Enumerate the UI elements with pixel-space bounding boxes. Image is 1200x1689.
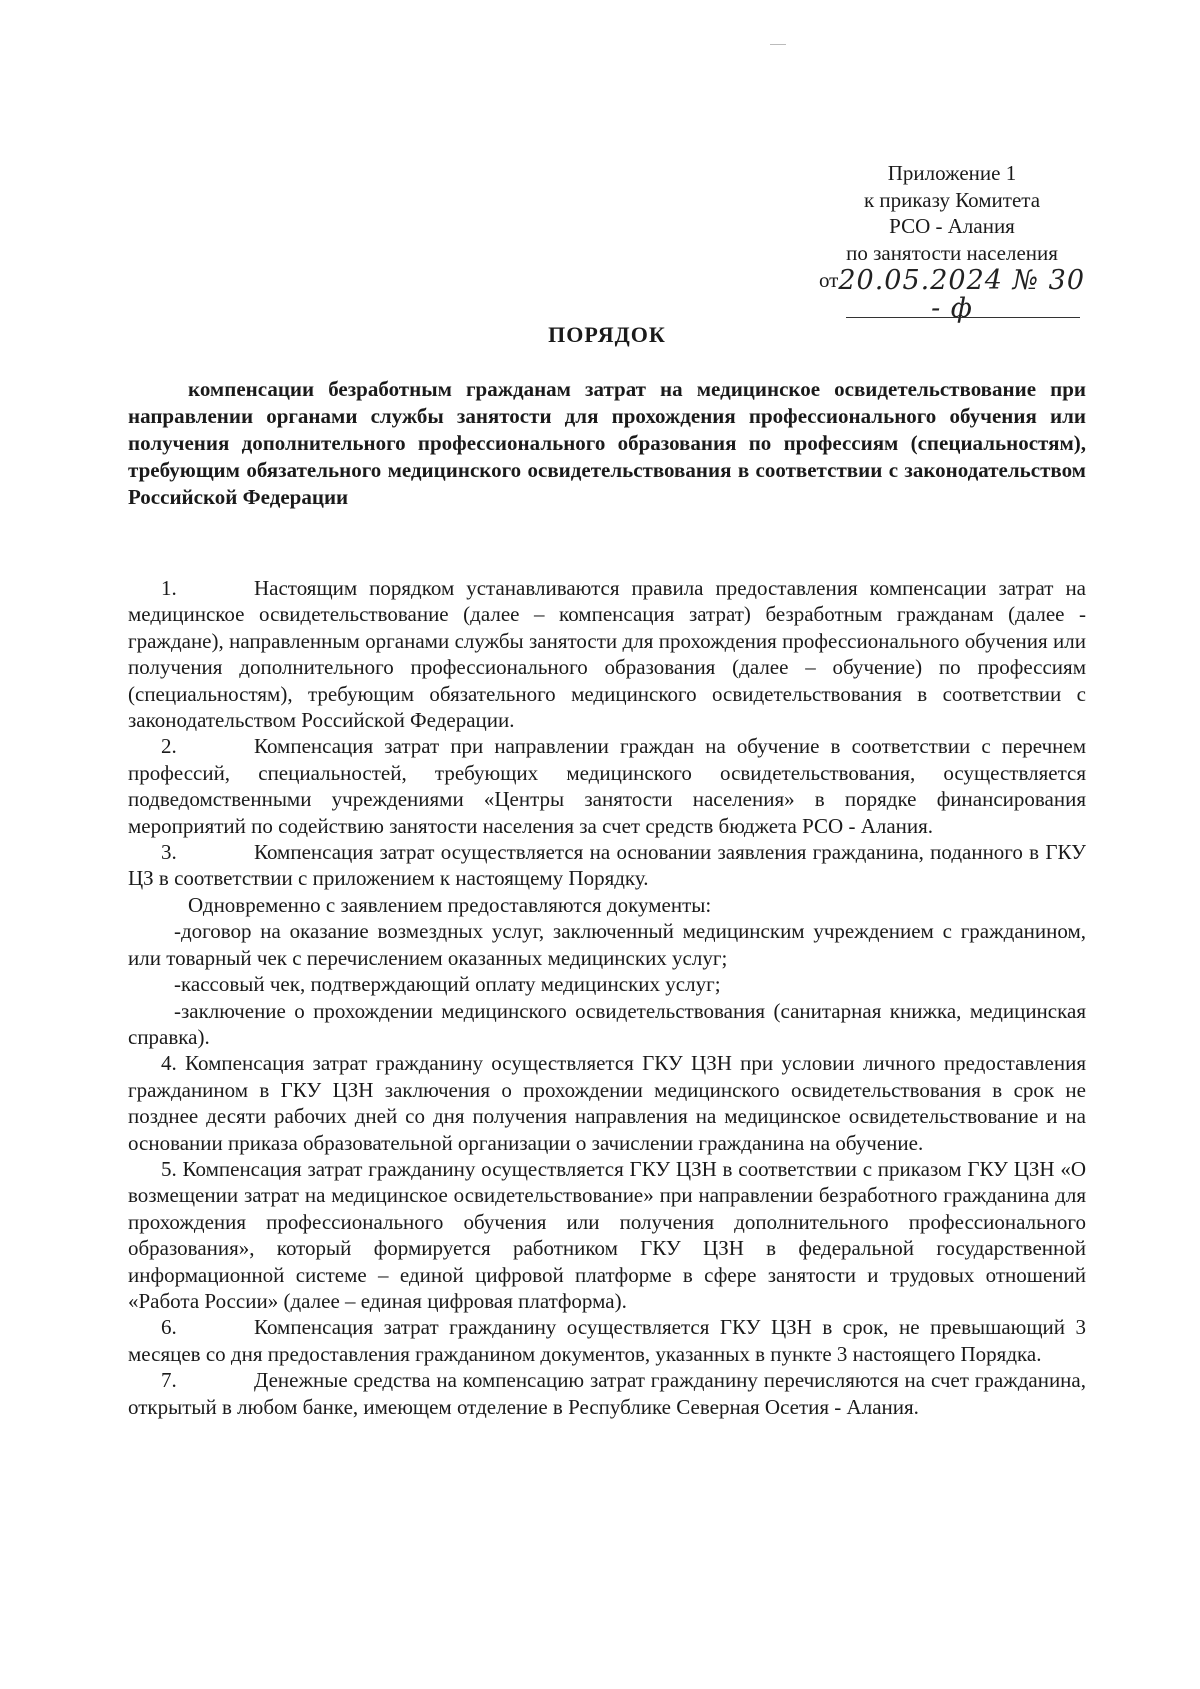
paragraph-1-number: 1. <box>161 576 177 600</box>
appendix-date-row <box>818 265 1086 324</box>
date-underline <box>846 317 1080 318</box>
paragraph-5: 5. Компенсация затрат гражданину осуществляется ГКУ ЦЗН в соответствии с приказом ГКУ ЦЗН «О возмещении затрат на медицинское освидетельствование» при направлении безработного гражданина для прохождения профессионального обучения или получения дополнительного профессионального образования», который формируется работником ГКУ ЦЗН в федеральной государственной информационной системе – единой цифровой платформе в сфере занятости и трудовых отношений «Работа России» (далее – единая цифровая платформа). <box>128 1156 1086 1313</box>
paragraph-2 <box>128 733 1086 839</box>
handwritten-date-number: 20.05.2024 № 30 - ф <box>838 265 1086 324</box>
order-date <box>818 265 1086 324</box>
paragraph-7-text: Денежные средства на компенсацию затрат гражданину перечисляются на счет гражданина, открытый в любом банке, имеющем отделение в Республике Северная Осетия - Алания. <box>128 1368 1086 1419</box>
paragraph-1 <box>128 575 1086 733</box>
appendix-line-3: РСО - Алания <box>889 214 1015 238</box>
paragraph-3-number: 3. <box>161 840 177 865</box>
paragraph-4: 4. Компенсация затрат гражданину осуществляется ГКУ ЦЗН при условии личного предоставления гражданином в ГКУ ЦЗН заключения о прохождении медицинского освидетельствования в срок не позднее десяти рабочих дней со дня получения направления на медицинское освидетельствование и на основании приказа образовательной организации о зачислении гражданина на обучение. <box>128 1051 1086 1155</box>
appendix-line-1: Приложение 1 <box>887 161 1017 185</box>
paragraph-7-number: 7. <box>161 1368 177 1393</box>
paragraph-3 <box>128 839 1086 892</box>
paragraph-3-docs: Одновременно с заявлением предоставляются документы: <box>188 892 712 917</box>
paragraph-6-text: Компенсация затрат гражданину осуществляется ГКУ ЦЗН в срок, не превышающий 3 месяцев со дня предоставления гражданином документов, указанных в пункте 3 настоящего Порядка. <box>128 1315 1086 1366</box>
appendix-line-4: по занятости населения <box>846 240 1058 265</box>
paragraph-2-text: Компенсация затрат при направлении граждан на обучение в соответствии с перечнем профессий, специальностей, требующих медицинского освидетельствования, осуществляется подведомственными учреждениями «Центры занятости населения» в порядке финансирования мероприятий по содействию занятости населения за счет средств бюджета РСО - Алания. <box>128 734 1086 838</box>
paragraph-3-item-1: -договор на оказание возмездных услуг, заключенный медицинским учреждением с гражданином, или товарный чек с перечислением оказанных медицинских услуг; <box>128 919 1086 970</box>
document-page <box>128 0 1086 1689</box>
paragraph-3-item-3: -заключение о прохождении медицинского освидетельствования (санитарная книжка, медицинская справка). <box>128 998 1086 1049</box>
document-title: ПОРЯДОК <box>548 322 666 347</box>
document-body <box>128 575 1086 1420</box>
appendix-block <box>818 160 1086 324</box>
paragraph-7 <box>128 1367 1086 1420</box>
paragraph-3-text: Компенсация затрат осуществляется на основании заявления гражданина, поданного в ГКУ ЦЗ в соответствии с приложением к настоящему Порядку. <box>128 840 1086 891</box>
document-subtitle: компенсации безработным гражданам затрат на медицинское освидетельствование при направлении органами службы занятости для прохождения профессионального обучения или получения дополнительного профессионального образования по профессиям (специальностям), требующим обязательного медицинского освидетельствования в соответствии с законодательством Российской Федерации <box>128 377 1086 509</box>
paragraph-2-number: 2. <box>161 734 177 759</box>
paragraph-1-text: Настоящим порядком устанавливаются правила предоставления компенсации затрат на медицинское освидетельствование (далее – компенсация затрат) безработным гражданам (далее - граждане), направленным органами службы занятости для прохождения профессионального обучения или получения дополнительного профессионального образования (далее – обучение) по профессиям (специальностям), требующим обязательного медицинского освидетельствования в соответствии с законодательством Российской Федерации. <box>128 576 1086 733</box>
paragraph-6-number: 6. <box>161 1315 177 1340</box>
date-prefix: от <box>818 268 839 292</box>
paragraph-6 <box>128 1314 1086 1367</box>
appendix-line-2: к приказу Комитета <box>863 187 1041 212</box>
paragraph-3-item-2: -кассовый чек, подтверждающий оплату медицинских услуг; <box>174 972 721 997</box>
